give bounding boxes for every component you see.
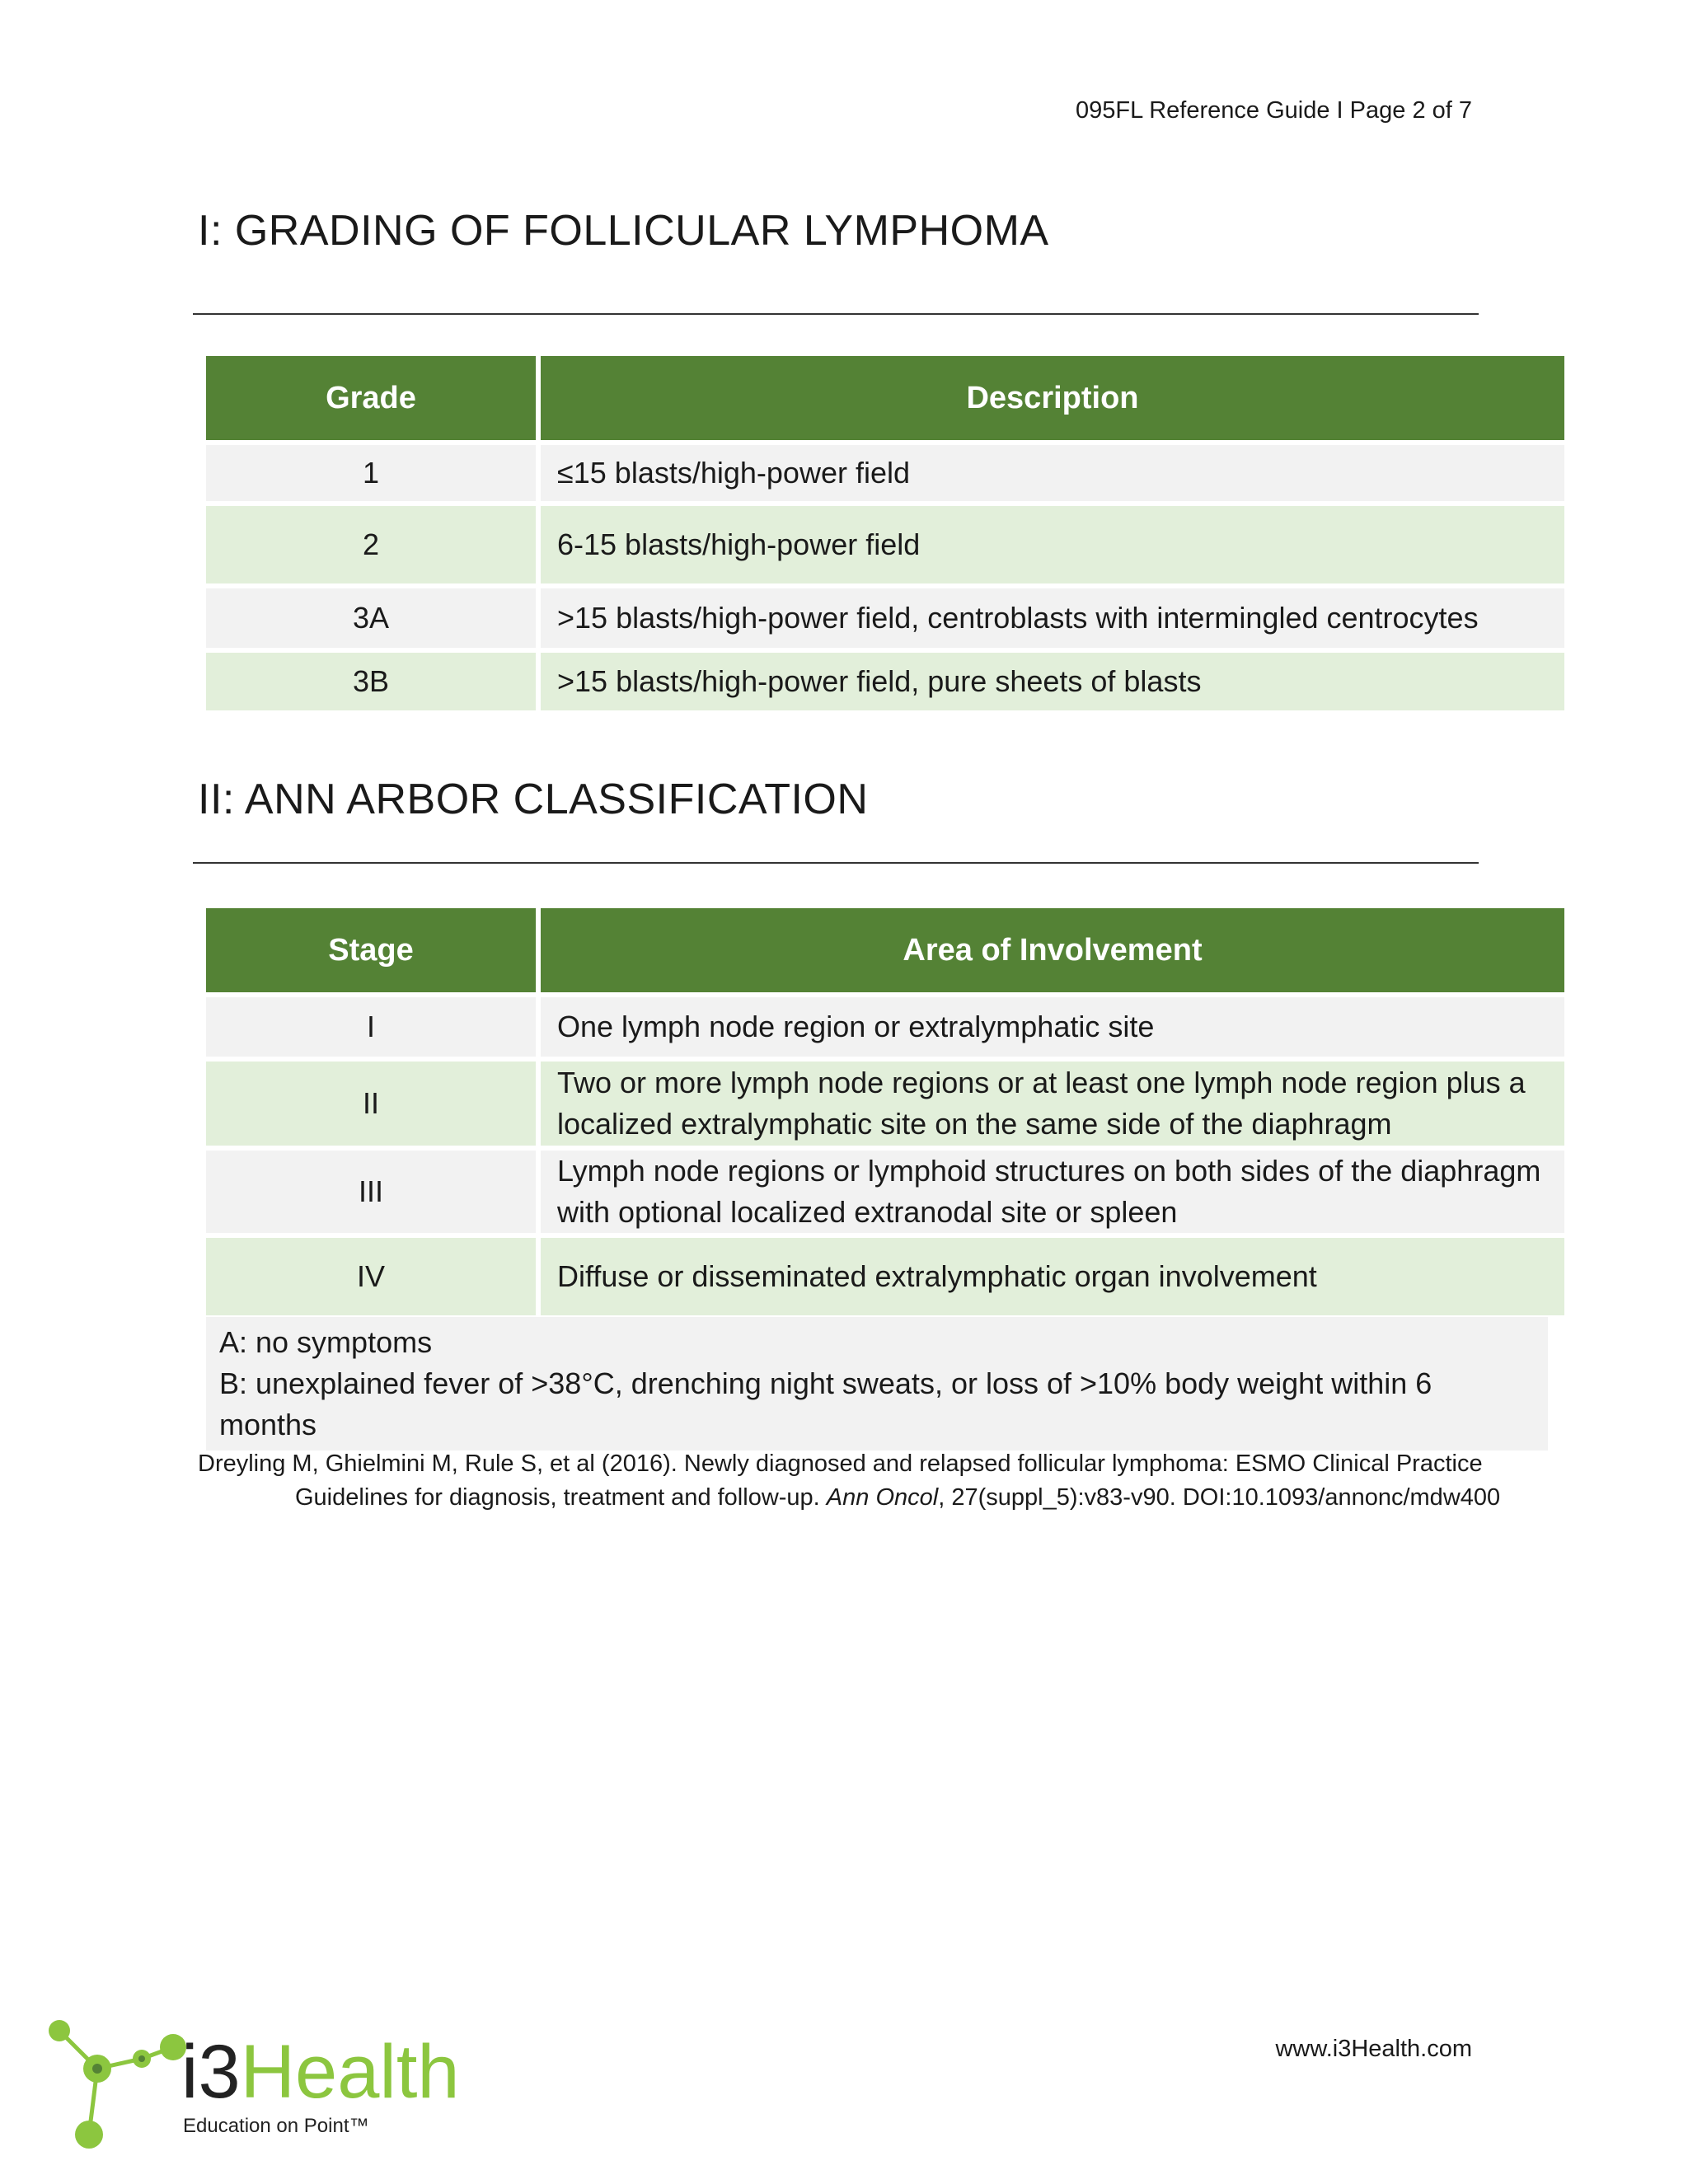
column-header-grade: Grade: [206, 356, 536, 440]
grade-cell: 1: [206, 445, 536, 501]
table-row: [206, 1238, 1564, 1315]
ann-arbor-table: [201, 903, 1569, 1320]
stage-cell: II: [206, 1062, 536, 1146]
citation-text: Dreyling M, Ghielmini M, Rule S, et al (2016). Newly diagnosed and relapsed follicular lymphoma: ESMO Clinical Practice Guidelines for diagnosis, treatment and follow-up.: [198, 1451, 1483, 1511]
section-divider: [193, 862, 1479, 864]
logo-tagline: Education on Point™: [183, 2115, 369, 2137]
section-divider: [193, 313, 1479, 315]
table-header-row: [206, 356, 1564, 440]
area-cell: Diffuse or disseminated extralymphatic organ involvement: [541, 1238, 1564, 1315]
area-cell: Two or more lymph node regions or at least one lymph node region plus a localized extralymphatic site on the same side of the diaphragm: [541, 1062, 1564, 1146]
table-row: [206, 506, 1564, 583]
column-header-area: Area of Involvement: [541, 908, 1564, 992]
area-cell: One lymph node region or extralymphatic site: [541, 997, 1564, 1057]
column-header-stage: Stage: [206, 908, 536, 992]
area-cell: Lymph node regions or lymphoid structures on both sides of the diaphragm with optional localized extranodal site or spleen: [541, 1151, 1564, 1233]
description-cell: ≤15 blasts/high-power field: [541, 445, 1564, 501]
description-cell: >15 blasts/high-power field, centroblasts with intermingled centrocytes: [541, 588, 1564, 648]
table-row: [206, 653, 1564, 710]
citation-journal: Ann Oncol: [826, 1484, 939, 1511]
stage-cell: IV: [206, 1238, 536, 1315]
column-header-description: Description: [541, 356, 1564, 440]
grade-cell: 3B: [206, 653, 536, 710]
table-header-row: [206, 908, 1564, 992]
section-title-grading: I: GRADING OF FOLLICULAR LYMPHOMA: [198, 207, 1049, 255]
description-cell: >15 blasts/high-power field, pure sheets of blasts: [541, 653, 1564, 710]
stage-cell: I: [206, 997, 536, 1057]
page-header: 095FL Reference Guide I Page 2 of 7: [1076, 97, 1472, 124]
description-cell: 6-15 blasts/high-power field: [541, 506, 1564, 583]
note-b: B: unexplained fever of >38°C, drenching night sweats, or loss of >10% body weight within 6 months: [219, 1366, 1432, 1441]
symptom-notes: [206, 1317, 1548, 1451]
table-row: [206, 588, 1564, 648]
grade-cell: 2: [206, 506, 536, 583]
citation: [198, 1447, 1564, 1515]
logo-i3: i3: [181, 2030, 241, 2114]
section-title-ann-arbor: II: ANN ARBOR CLASSIFICATION: [198, 776, 869, 823]
grading-table: [201, 351, 1569, 715]
citation-details: , 27(suppl_5):v83-v90. DOI:10.1093/annonc/mdw400: [938, 1484, 1501, 1511]
stage-cell: III: [206, 1151, 536, 1233]
note-a: A: no symptoms: [219, 1325, 433, 1359]
table-row: [206, 1062, 1564, 1146]
table-row: [206, 1151, 1564, 1233]
grade-cell: 3A: [206, 588, 536, 648]
logo-health: Health: [240, 2030, 460, 2114]
footer-url-link[interactable]: www.i3Health.com: [1275, 2036, 1472, 2062]
table-row: [206, 445, 1564, 501]
logo-wordmark: [181, 2029, 460, 2116]
table-row: [206, 997, 1564, 1057]
